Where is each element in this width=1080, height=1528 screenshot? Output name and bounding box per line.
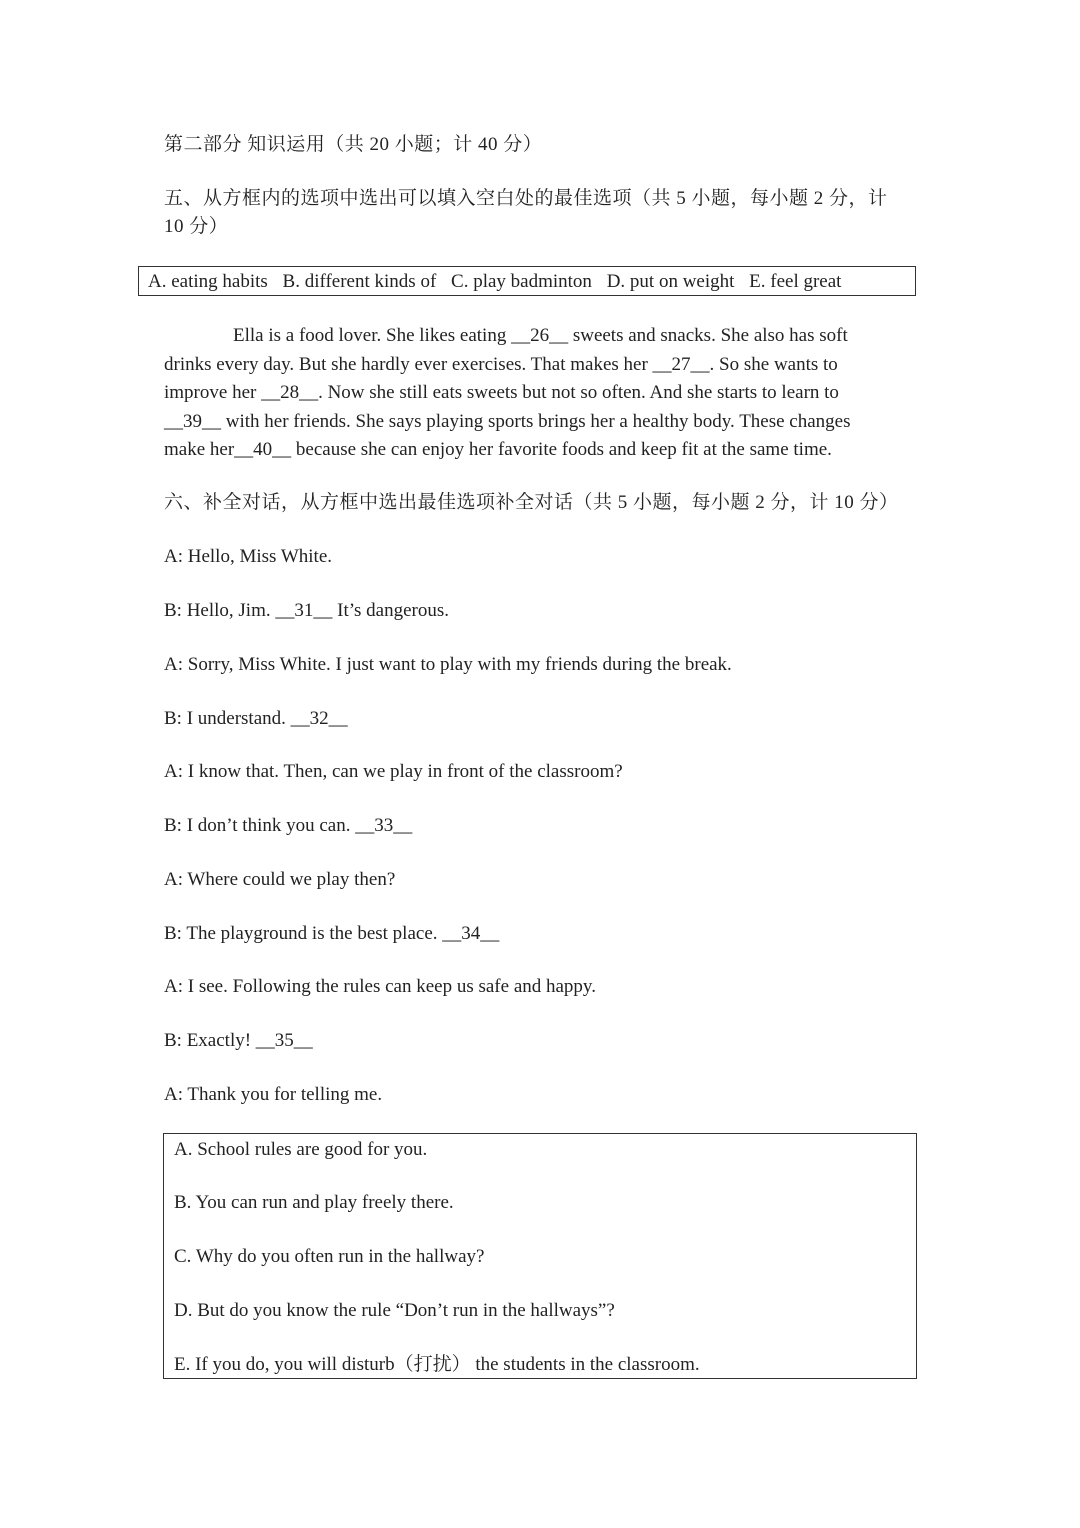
cloze-passage — [164, 322, 894, 465]
passage-line: __39__ with her friends. She says playing sports brings her a healthy body. These changes — [164, 410, 851, 432]
dialogue-line: B: Exactly! __35__ — [164, 1030, 313, 1051]
passage-line: drinks every day. But she hardly ever exercises. That makes her __27__. So she wants to — [164, 353, 838, 375]
passage-line: make her__40__ because she can enjoy her favorite foods and keep fit at the same time. — [164, 439, 832, 460]
dialogue-option-b: B. You can run and play freely there. — [174, 1192, 454, 1213]
dialogue-line: A: Hello, Miss White. — [164, 546, 333, 567]
dialogue-line: B: I understand. __32__ — [164, 708, 348, 729]
option-c: C. play badminton — [451, 271, 592, 292]
dialogue-line: B: Hello, Jim. __31__ It’s dangerous. — [164, 600, 449, 621]
section5-options-box — [138, 266, 916, 296]
part-heading: 第二部分 知识运用（共 20 小题；计 40 分） — [164, 134, 543, 155]
section5-instruction-line1: 五、从方框内的选项中选出可以填入空白处的最佳选项（共 5 小题，每小题 2 分，计 — [164, 188, 888, 209]
section6-instruction: 六、补全对话，从方框中选出最佳选项补全对话（共 5 小题，每小题 2 分，计 10 分） — [164, 492, 899, 513]
option-a: A. eating habits — [148, 271, 268, 292]
dialogue-line: A: I know that. Then, can we play in front of the classroom? — [164, 761, 623, 782]
passage-line: Ella is a food lover. She likes eating __26__ sweets and snacks. She also has soft — [233, 325, 848, 346]
section6-options-box — [163, 1133, 917, 1379]
dialogue-line: B: I don’t think you can. __33__ — [164, 815, 413, 836]
dialogue-option-e: E. If you do, you will disturb（打扰） the students in the classroom. — [174, 1354, 700, 1375]
option-e: E. feel great — [749, 271, 842, 292]
dialogue-option-d: D. But do you know the rule “Don’t run in the hallways”? — [174, 1300, 615, 1321]
dialogue-line: A: Sorry, Miss White. I just want to play with my friends during the break. — [164, 654, 732, 675]
dialogue-line: B: The playground is the best place. __34__ — [164, 923, 500, 944]
option-b: B. different kinds of — [282, 271, 437, 292]
dialogue-line: A: I see. Following the rules can keep us safe and happy. — [164, 976, 596, 997]
dialogue-option-a: A. School rules are good for you. — [174, 1139, 428, 1160]
section5-options-row — [148, 267, 851, 296]
passage-line: improve her __28__. Now she still eats sweets but not so often. And she starts to learn to — [164, 382, 839, 403]
dialogue-line: A: Thank you for telling me. — [164, 1084, 383, 1105]
section5-instruction-line2: 10 分） — [164, 216, 229, 237]
dialogue-option-c: C. Why do you often run in the hallway? — [174, 1246, 485, 1267]
dialogue-line: A: Where could we play then? — [164, 869, 396, 890]
option-d: D. put on weight — [606, 271, 735, 292]
